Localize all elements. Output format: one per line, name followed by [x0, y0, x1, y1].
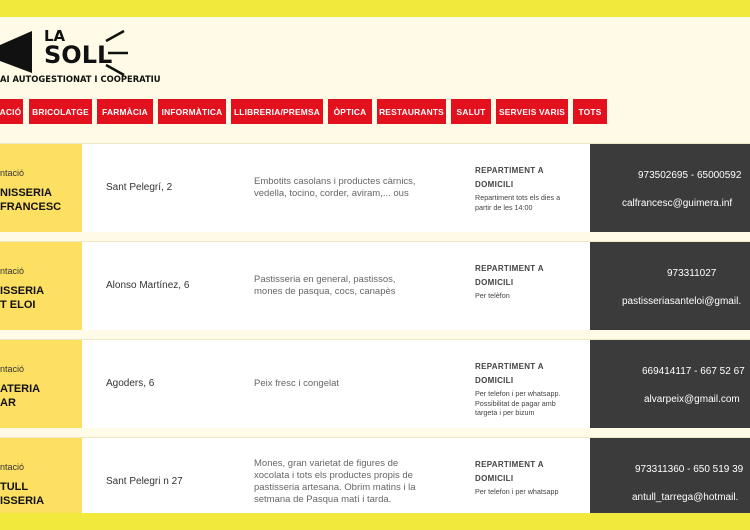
listing-category-panel	[0, 340, 82, 428]
listing-row	[0, 241, 750, 330]
listing-address: Alonso Martínez, 6	[106, 280, 190, 291]
delivery-title: REPARTIMENT A DOMICILI	[475, 166, 544, 189]
listing-row	[0, 437, 750, 513]
delivery-title: REPARTIMENT A DOMICILI	[475, 460, 544, 483]
nav-item-salut[interactable]: SALUT	[451, 99, 491, 124]
category-nav	[0, 99, 750, 124]
listing-category-panel	[0, 242, 82, 330]
listing-name: ATERIA AR	[0, 383, 41, 409]
listing-name: ISSERIA T ELOI	[0, 285, 45, 311]
logo-text-top: LA	[44, 27, 66, 45]
contact-phone[interactable]: 973502695 - 65000592	[638, 170, 742, 181]
logo-tagline: AI AUTOGESTIONAT I COOPERATIU	[0, 74, 161, 84]
listing-description: Pastisseria en general, pastissos, mones de pasqua, cocs, canapès	[254, 274, 396, 297]
contact-panel	[590, 242, 750, 330]
delivery-title: REPARTIMENT A DOMICILI	[475, 362, 544, 385]
contact-phone[interactable]: 973311360 - 650 519 39	[635, 464, 744, 475]
page-content	[0, 17, 750, 513]
nav-item-llibreria-premsa[interactable]: LLIBRERIA/PREMSA	[231, 99, 323, 124]
delivery-details: Repartiment tots els dies a partir de les 14:00	[475, 193, 561, 212]
contact-email[interactable]: alvarpeix@gmail.com	[644, 394, 740, 405]
delivery-details: Per telèfon	[475, 291, 510, 300]
contact-phone[interactable]: 669414117 - 667 52 67	[642, 366, 745, 377]
listing-category: ntació	[0, 266, 25, 276]
logo-text-main: SOLL	[44, 41, 113, 69]
delivery-details: Per telefon i per whatsapp	[475, 487, 559, 496]
contact-email[interactable]: antull_tarrega@hotmail.	[632, 492, 739, 503]
contact-panel	[590, 340, 750, 428]
nav-item-optica[interactable]: ÒPTICA	[328, 99, 372, 124]
nav-item-informatica[interactable]: INFORMÀTICA	[158, 99, 226, 124]
contact-email[interactable]: pastisseriasanteloi@gmail.	[622, 296, 742, 307]
nav-item-tots[interactable]: TOTS	[573, 99, 607, 124]
contact-panel	[590, 144, 750, 232]
listing-address: Sant Pelegri n 27	[106, 476, 183, 487]
delivery-details: Per telefon i per whatsapp. Possibilitat de pagar amb targeta i per bizum	[475, 389, 561, 417]
nav-item-farmacia[interactable]: FARMÀCIA	[97, 99, 153, 124]
listing-category: ntació	[0, 462, 25, 472]
contact-email[interactable]: calfrancesc@guimera.inf	[622, 198, 733, 209]
listing-row	[0, 143, 750, 232]
listing-row	[0, 339, 750, 428]
listing-description: Peix fresc i congelat	[254, 378, 340, 389]
listing-name: TULL ISSERIA	[0, 481, 45, 507]
nav-item-bricolatge[interactable]: BRICOLATGE	[29, 99, 92, 124]
listing-category: ntació	[0, 364, 25, 374]
contact-panel	[590, 438, 750, 513]
listing-description: Embotits casolans i productes càrnics, vedella, tocino, corder, aviram,... ous	[254, 176, 416, 199]
site-logo[interactable]	[0, 27, 161, 89]
listing-description: Mones, gran varietat de figures de xocolata i tots els productes propis de pastisseria artesana. Obrim matins i la setmana de Pasqua matí i tarda.	[254, 458, 416, 505]
nav-item-serveis-varis[interactable]: SERVEIS VARIS	[496, 99, 568, 124]
nav-item-restaurants[interactable]: RESTAURANTS	[377, 99, 446, 124]
listing-category: ntació	[0, 168, 25, 178]
nav-item-alimentacio[interactable]: ACIÓ	[0, 99, 23, 124]
listing-address: Agoders, 6	[106, 378, 155, 389]
listing-address: Sant Pelegrí, 2	[106, 182, 173, 193]
listing-category-panel	[0, 438, 82, 513]
contact-phone[interactable]: 973311027	[667, 268, 717, 279]
listing-category-panel	[0, 144, 82, 232]
listing-name: NISSERIA FRANCESC	[0, 187, 62, 213]
delivery-title: REPARTIMENT A DOMICILI	[475, 264, 544, 287]
